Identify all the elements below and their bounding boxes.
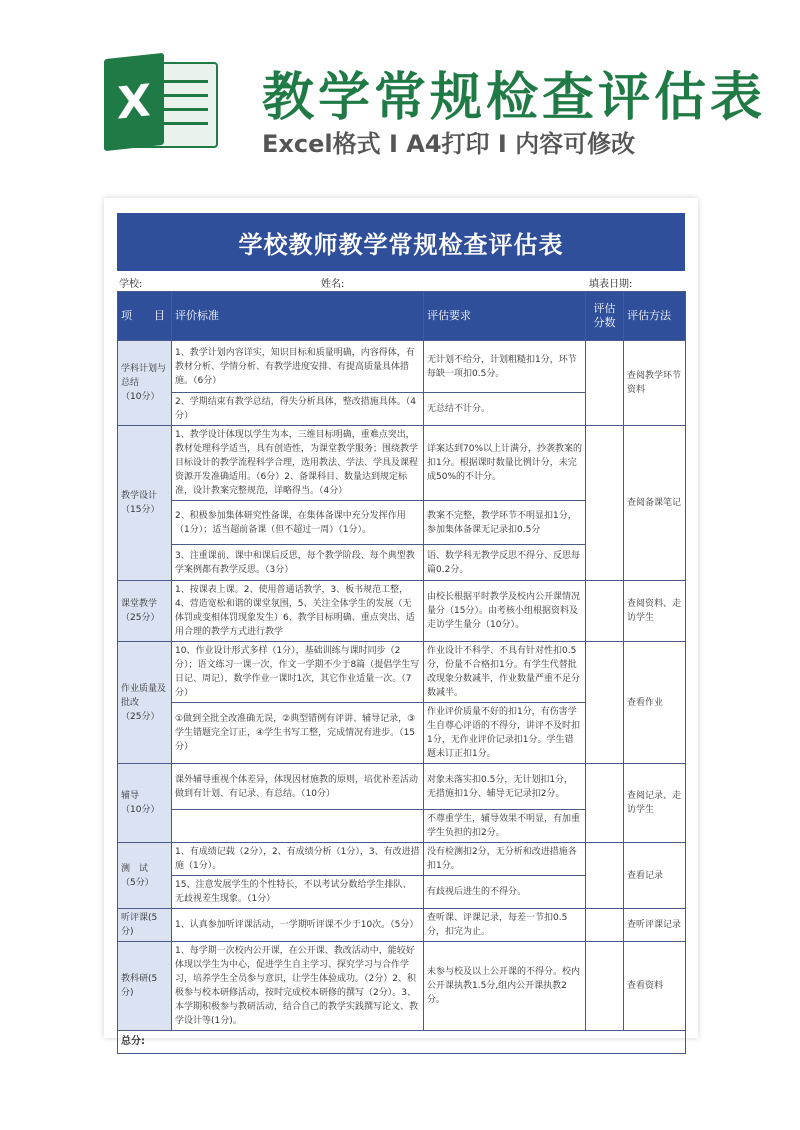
item-cell: 辅导 （10分）	[118, 764, 172, 843]
header-requirement: 评估要求	[424, 292, 586, 341]
banner	[0, 0, 800, 180]
requirement-cell: 对象未落实扣0.5分，无计划扣1分，无措施扣1分、辅导无记录扣2分。	[424, 764, 586, 810]
standard-cell: ①做到全批全改准确无误，②典型错例有评讲、辅导记录，③学生错题完全订正，④学生书写工整，完成情况有进步。（15分）	[172, 703, 424, 764]
requirement-cell: 作业设计不科学、不具有针对性扣0.5分，份量不合格扣1分。有学生代替批改现象分数减半，作业数量严重不足分数减半。	[424, 642, 586, 703]
requirement-cell: 教案不完整，教学环节不明显扣1分，参加集体备课无记录扣0.5分	[424, 501, 586, 545]
table-row	[118, 341, 686, 393]
score-input-cell[interactable]	[586, 341, 624, 426]
requirement-cell: 查听课、评课记录，每差一节扣0.5分，扣完为止。	[424, 909, 586, 942]
standard-cell: 2、积极参加集体研究性备课，在集体备课中充分发挥作用（1分）；适当超前备课（但不超过一周）（1分）。	[172, 501, 424, 545]
table-row	[118, 642, 686, 703]
standard-cell: 1、教学设计体现以学生为本，三维目标明确，重难点突出，教材处理科学适当，具有创造性，为课堂教学服务；围绕教学目标设计的教学流程科学合理，选用教法、学法、学具及课程资源开发准确适用。（6分）2、备课科目、数量达到规定标准，设计教案完整规范，详略得当。（4分）	[172, 426, 424, 501]
score-input-cell[interactable]	[586, 426, 624, 581]
method-cell: 查看作业	[624, 642, 686, 764]
banner-subtitle: Excel格式 I A4打印 I 内容可修改	[262, 130, 636, 158]
requirement-cell: 作业评价质量不好的扣1分，有伤害学生自尊心评语的不得分，讲评不及时扣1分，无作业评价记录扣1分。学生错题未订正扣1分。	[424, 703, 586, 764]
table-header-row	[118, 292, 686, 341]
method-cell: 查阅资料、走访学生	[624, 581, 686, 642]
header-item: 项 目	[118, 292, 172, 341]
method-cell: 查阅备课笔记	[624, 426, 686, 581]
standard-cell: 15、注意发展学生的个性特长，不以考试分数给学生排队、无歧视差生现象。（1分）	[172, 876, 424, 909]
name-label: 姓名:	[321, 279, 345, 290]
item-cell: 课堂教学 （25分）	[118, 581, 172, 642]
standard-cell	[172, 810, 424, 843]
requirement-cell: 有歧视后进生的不得分。	[424, 876, 586, 909]
score-input-cell[interactable]	[586, 909, 624, 942]
requirement-cell: 由校长根据平时教学及校内公开课情况量分（15分）。由考核小组根据资料及走访学生量分（10分）。	[424, 581, 586, 642]
standard-cell: 1、每学期一次校内公开课，在公开课、教改活动中，能较好体现以学生为中心，促进学生自主学习、探究学习与合作学习，培养学生全员参与意识，让学生体验成功。（2分）2、积极参与校本研修活动，按时完成校本研修的撰写（2分）。3、本学期积极参与教研活动，结合自己的教学实践撰写论文、教学设计等(1分)。	[172, 942, 424, 1031]
header-score: 评估分数	[586, 292, 624, 341]
item-cell: 教学设计 （15分）	[118, 426, 172, 581]
score-input-cell[interactable]	[586, 843, 624, 909]
requirement-cell: 无总结不计分。	[424, 393, 586, 426]
method-cell: 查听评课记录	[624, 909, 686, 942]
standard-cell: 1、认真参加听评课活动，一学期听评课不少于10次。（5分）	[172, 909, 424, 942]
item-cell: 测 试 （5分）	[118, 843, 172, 909]
table-row	[118, 764, 686, 810]
method-cell: 查阅教学环节资料	[624, 341, 686, 426]
standard-cell: 1、按课表上课。2、使用普通话教学，3、板书规范工整，4、营造宽松和谐的课堂氛围，5、关注全体学生的发展（无体罚或变相体罚现象发生）6、教学目标明确、重点突出、适用合理的教学方式进行教学	[172, 581, 424, 642]
excel-x-icon: X	[104, 53, 164, 151]
item-cell: 学科计划与总结 （10分）	[118, 341, 172, 426]
requirement-cell: 不尊重学生，辅导效果不明显，有加重学生负担的扣2分。	[424, 810, 586, 843]
standard-cell: 1、有成绩记载（2分），2、有成绩分析（1分），3、有改进措施（1分）。	[172, 843, 424, 876]
method-cell: 查看记录	[624, 843, 686, 909]
excel-logo-icon	[96, 56, 216, 148]
item-cell: 教科研(5分)	[118, 942, 172, 1031]
evaluation-table	[117, 291, 686, 1054]
method-cell: 查看资料	[624, 942, 686, 1031]
date-label: 填表日期:	[589, 279, 633, 290]
form-title: 学校教师教学常规检查评估表	[117, 213, 685, 271]
score-input-cell[interactable]	[586, 642, 624, 764]
score-input-cell[interactable]	[586, 581, 624, 642]
table-row	[118, 909, 686, 942]
standard-cell: 3、注重课前、课中和课后反思，每个教学阶段、每个典型教学案例都有教学反思。（3分）	[172, 545, 424, 581]
table-row	[118, 942, 686, 1031]
method-cell: 查阅记录、走访学生	[624, 764, 686, 843]
table-row	[118, 426, 686, 501]
header-standard: 评价标准	[172, 292, 424, 341]
standard-cell: 10、作业设计形式多样（1分），基础训练与课时同步（2分）；语文练习一课一次，作文一学期不少于8篇（提倡学生写日记、周记），数学作业一课时1次，其它作业适量一次。（7分）	[172, 642, 424, 703]
standard-cell: 2、学期结束有教学总结，得失分析具体，整改措施具体。（4分）	[172, 393, 424, 426]
header-method: 评估方法	[624, 292, 686, 341]
banner-title: 教学常规检查评估表	[262, 68, 767, 128]
requirement-cell: 未参与校及以上公开课的不得分。校内公开课执教1.5分,组内公开课执教2分。	[424, 942, 586, 1031]
requirement-cell: 语、数学科无教学反思不得分、反思每篇0.2分。	[424, 545, 586, 581]
requirement-cell: 无计划不给分，计划粗糙扣1分，环节每缺一项扣0.5分。	[424, 341, 586, 393]
requirement-cell: 详案达到70%以上计满分，抄袭教案的扣1分。根据课时数量比例计分，未完成50%的不计分。	[424, 426, 586, 501]
school-label: 学校:	[119, 279, 143, 290]
item-cell: 作业质量及批改 （25分）	[118, 642, 172, 764]
score-input-cell[interactable]	[586, 942, 624, 1031]
table-row	[118, 581, 686, 642]
table-row	[118, 843, 686, 876]
evaluation-form	[117, 213, 685, 1054]
form-info-row	[117, 271, 685, 291]
standard-cell: 课外辅导重视个体差异，体现因材施教的原则，培优补差活动做到有计划、有记录、有总结。（10分）	[172, 764, 424, 810]
score-input-cell[interactable]	[586, 764, 624, 843]
standard-cell: 1、教学计划内容详实，知识目标和质量明确，内容得体，有教材分析、学情分析、有教学进度安排、有提高质量具体措施。（6分）	[172, 341, 424, 393]
requirement-cell: 没有检测扣2分，无分析和改进措施各扣1分。	[424, 843, 586, 876]
total-row	[118, 1031, 686, 1054]
document-sheet	[104, 198, 698, 1047]
total-label: 总分:	[118, 1031, 686, 1054]
item-cell: 听评课(5分)	[118, 909, 172, 942]
